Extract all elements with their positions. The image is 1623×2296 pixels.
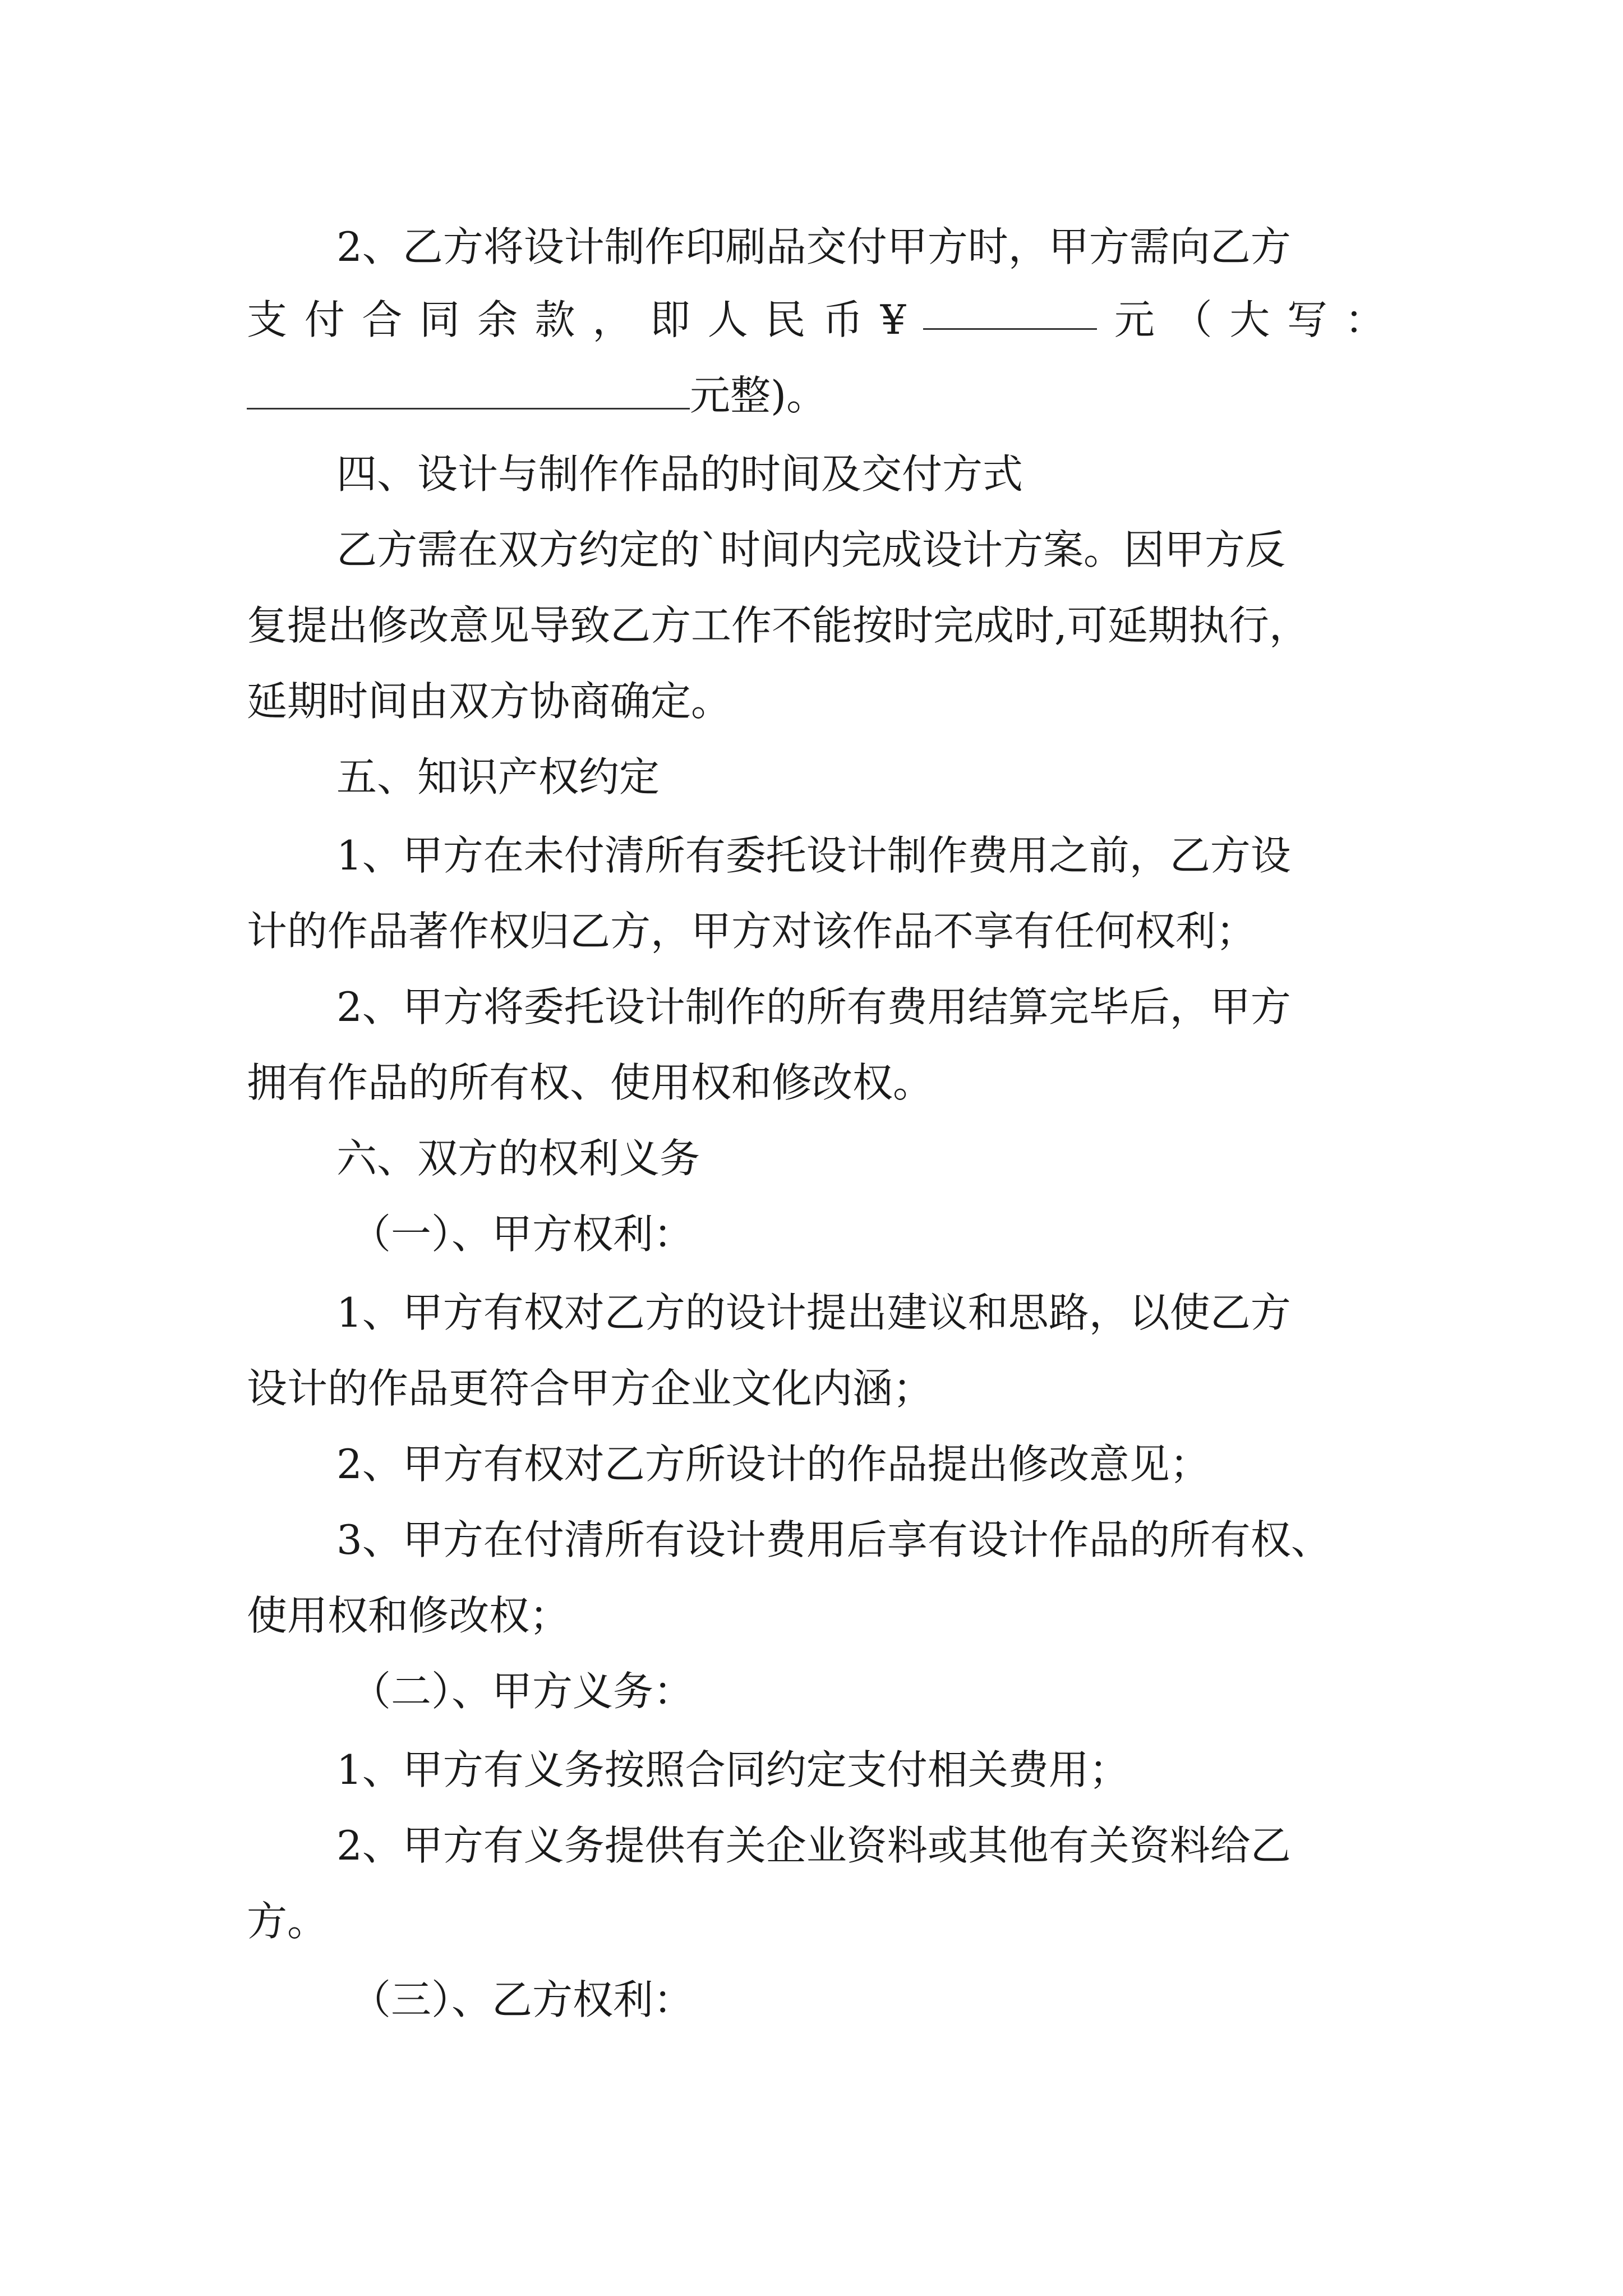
amount-words-blank [247, 369, 690, 409]
paragraph-line: 使用权和修改权； [247, 1592, 570, 1639]
char: 币 [823, 296, 864, 343]
paragraph-line: 2、甲方将委托设计制作的所有费用结算完毕后，甲方 [336, 983, 1291, 1030]
char: ： [1344, 296, 1385, 343]
char: 余 [477, 296, 518, 343]
char: 民 [765, 296, 806, 343]
char: 元 [1114, 296, 1155, 343]
paragraph-line: 复提出修改意见导致乙方工作不能按时完成时,可延期执行， [247, 602, 1310, 649]
char: 付 [304, 296, 345, 343]
char: 合 [362, 296, 403, 343]
paragraph-line-payment [247, 289, 1385, 351]
char: ， [592, 296, 633, 343]
paragraph-line: 设计的作品更符合甲方企业文化内涵； [247, 1365, 934, 1412]
section-heading: 六、双方的权利义务 [336, 1135, 700, 1182]
char: 写 [1287, 296, 1328, 343]
paragraph-line: 方。 [247, 1898, 328, 1945]
paragraph-line: 2、甲方有义务提供有关企业资料或其他有关资料给乙 [336, 1822, 1291, 1869]
subsection-heading: （三）、乙方权利： [351, 1976, 694, 2023]
paragraph-line: 1、甲方有权对乙方的设计提出建议和思路，以使乙方 [336, 1289, 1291, 1336]
char: 人 [707, 296, 748, 343]
section-heading: 五、知识产权约定 [336, 753, 660, 800]
char: 支 [247, 296, 288, 343]
amount-words-suffix: 元整)。 [690, 372, 827, 419]
paragraph-line: 计的作品著作权归乙方，甲方对该作品不享有任何权利； [247, 908, 1257, 955]
paragraph-line: 2、乙方将设计制作印刷品交付甲方时，甲方需向乙方 [336, 223, 1291, 270]
paragraph-line: 2、甲方有权对乙方所设计的作品提出修改意见； [336, 1441, 1210, 1488]
paragraph-line: 拥有作品的所有权、使用权和修改权。 [247, 1059, 934, 1106]
subsection-heading: （一）、甲方权利： [351, 1211, 694, 1258]
char: 大 [1229, 296, 1270, 343]
paragraph-line: 1、甲方在未付清所有委托设计制作费用之前，乙方设 [336, 832, 1291, 879]
char: 即 [649, 296, 690, 343]
paragraph-line: 乙方需在双方约定的`时间内完成设计方案。因甲方反 [336, 526, 1286, 573]
amount-blank [923, 289, 1097, 330]
paragraph-line: 3、甲方在付清所有设计费用后享有设计作品的所有权、 [336, 1516, 1331, 1563]
char: （ [1172, 296, 1212, 343]
char: 款 [534, 296, 575, 343]
paragraph-line-amount-words [247, 365, 1385, 426]
section-heading: 四、设计与制作作品的时间及交付方式 [336, 450, 1023, 498]
subsection-heading: （二）、甲方义务： [351, 1668, 694, 1715]
char: 同 [419, 296, 460, 343]
char: ¥ [880, 296, 906, 343]
paragraph-line: 延期时间由双方协商确定。 [247, 678, 732, 725]
paragraph-line: 1、甲方有义务按照合同约定支付相关费用； [336, 1746, 1129, 1793]
